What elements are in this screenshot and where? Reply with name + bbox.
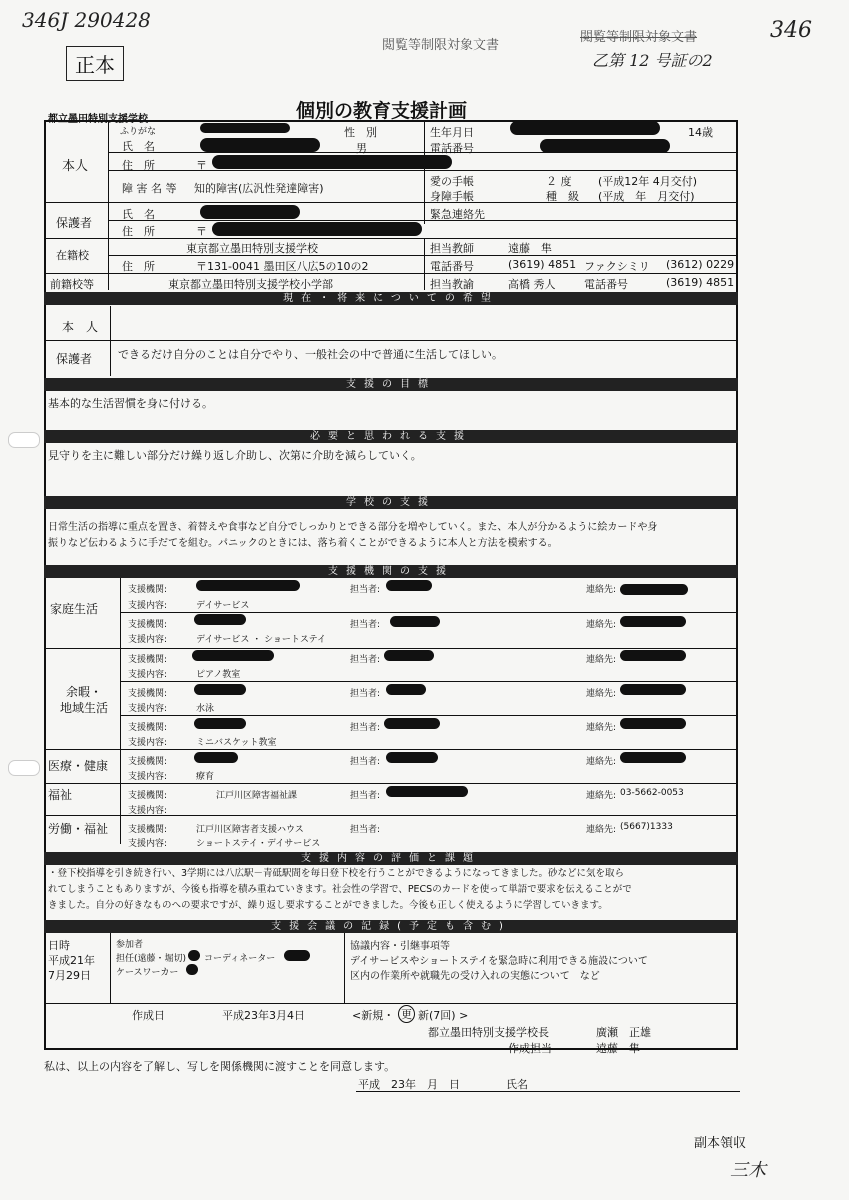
redacted-contact — [620, 684, 686, 695]
furigana-label: ふりがな — [120, 127, 157, 137]
contact-value: (5667)1333 — [620, 822, 673, 832]
needed-support-bar: 必要と思われる支援 — [44, 430, 738, 443]
agency-label: 支援機関: — [128, 825, 168, 835]
shinsho-grade: 種 級 — [546, 190, 579, 203]
redacted-staff — [384, 650, 434, 661]
support-content: 療育 — [196, 772, 215, 782]
redacted-agency — [192, 650, 274, 661]
goals-bar: 支援の目標 — [44, 378, 738, 391]
staff-label: 担当者: — [350, 723, 381, 733]
disability-label: 障 害 名 等 — [122, 182, 177, 195]
creation-mode-prefix: <新規・ — [352, 1009, 395, 1022]
aiteccho-label: 愛の手帳 — [430, 175, 474, 188]
contact-label: 連絡先: — [586, 620, 617, 630]
evaluation-bar: 支援内容の評価と課題 — [44, 852, 738, 865]
agency-label: 支援機関: — [128, 585, 168, 595]
redacted-agency — [194, 718, 246, 729]
content-label: 支援内容: — [128, 806, 168, 816]
staff-label: 担当者: — [350, 825, 381, 835]
meeting-bar: 支援会議の記録(予定も含む) — [44, 920, 738, 933]
fax-label: ファクシミリ — [584, 260, 650, 273]
agency-label: 支援機関: — [128, 723, 168, 733]
restricted-doc-label-struck: 閲覧等制限対象文書 — [580, 30, 698, 45]
support-content: ミニバスケット教室 — [196, 738, 277, 748]
topic-line1: デイサービスやショートステイを緊急時に利用できる施設について — [350, 956, 648, 967]
redacted-person-phone — [540, 139, 670, 153]
punch-hole — [8, 432, 40, 448]
redacted-staff — [384, 718, 440, 729]
created-label: 作成日 — [132, 1009, 165, 1022]
meeting-date-day: 7月29日 — [48, 969, 91, 982]
consent-text: 私は、以上の内容を了解し、写しを関係機関に渡すことを同意します。 — [44, 1060, 396, 1073]
contact-label: 連絡先: — [586, 723, 617, 733]
evaluation-line3: きました。自分の好きなものへの要求ですが、繰り返し要求することができました。今後も正しく使えるように学習していきます。 — [48, 900, 608, 911]
previous-phone-label: 電話番号 — [584, 278, 628, 291]
content-label: 支援内容: — [128, 635, 168, 645]
content-label: 支援内容: — [128, 839, 168, 849]
gender-value: 男 — [356, 142, 367, 155]
school-support-line1: 日常生活の指導に重点を置き、着替えや食事など自分でしっかりとできる部分を増やしていく。また、本人が分かるように絵カードや身 — [48, 522, 658, 533]
author-name: 遠藤 隼 — [596, 1042, 640, 1055]
redacted-agency — [194, 752, 238, 763]
enrolled-address-label: 住 所 — [122, 260, 155, 273]
hopes-guardian-label: 保護者 — [56, 352, 93, 366]
agency-group-label: 家庭生活 — [50, 602, 99, 616]
support-content: ショートステイ・デイサービス — [196, 839, 321, 849]
contact-label: 連絡先: — [586, 689, 617, 699]
agency-group-label: 労働・福祉 — [48, 822, 109, 836]
redacted-agency — [194, 614, 246, 625]
handwritten-case-id: 346J 290428 — [22, 8, 151, 32]
shinsho-label: 身障手帳 — [430, 190, 474, 203]
school-support-line2: 振りなど伝わるように手だてを組む。パニックのときには、落ち着くことができるように本人と方法を模索する。 — [48, 538, 558, 549]
redacted-person-address — [212, 155, 452, 169]
created-date: 平成23年3月4日 — [222, 1009, 305, 1022]
contact-label: 連絡先: — [586, 791, 617, 801]
participant-teacher: 担任(遠藤・堀切) — [116, 954, 187, 964]
original-copy-stamp: 正本 — [66, 46, 124, 81]
person-address-prefix: 〒 — [196, 159, 207, 172]
gender-label: 性 別 — [344, 126, 377, 139]
exhibit-number: 乙第 12 号証の2 — [592, 51, 713, 70]
shinsho-date: (平成 年 月交付) — [598, 190, 695, 203]
hopes-guardian-text: できるだけ自分のことは自分でやり、一般社会の中で普通に生活してほしい。 — [118, 348, 503, 361]
topics-label: 協議内容・引継事項等 — [350, 941, 450, 952]
birth-label: 生年月日 — [430, 126, 474, 139]
principal-label: 都立墨田特別支援学校長 — [428, 1026, 549, 1039]
redacted-person-name — [200, 138, 320, 152]
agency-label: 支援機関: — [128, 757, 168, 767]
receipt-label: 副本領収 — [694, 1136, 747, 1151]
guardian-section-label: 保護者 — [56, 216, 93, 230]
staff-label: 担当者: — [350, 620, 381, 630]
evaluation-line1: ・登下校指導を引き続き行い、3学期には八広駅－青砥駅間を毎日登下校を行うことができるようになってきました。砂などに気を取ら — [48, 868, 625, 879]
contact-label: 連絡先: — [586, 757, 617, 767]
person-phone-label: 電話番号 — [430, 142, 474, 155]
meeting-date-year: 平成21年 — [48, 954, 95, 967]
consent-name-label: 氏名 — [506, 1078, 528, 1091]
enrolled-phone-label: 電話番号 — [430, 260, 474, 273]
guardian-name-label: 氏 名 — [122, 208, 155, 221]
disability-value: 知的障害(広汎性発達障害) — [194, 182, 324, 195]
agencies-bar: 支援機関の支援 — [44, 565, 738, 578]
creation-mode-selected: 更 — [398, 1005, 415, 1023]
agency-group-label: 余暇・ 地域生活 — [59, 685, 108, 715]
author-label: 作成担当 — [508, 1042, 552, 1055]
previous-school: 東京都立墨田特別支援学校小学部 — [168, 278, 333, 291]
meeting-date-label: 日時 — [48, 939, 70, 952]
redacted-birthdate — [510, 121, 660, 135]
agency-group-label: 福祉 — [48, 788, 73, 802]
enrolled-school: 東京都立墨田特別支援学校 — [186, 242, 318, 255]
contact-value: 03-5662-0053 — [620, 788, 684, 798]
contact-label: 連絡先: — [586, 585, 617, 595]
school-name-header: 都立墨田特別支援学校 — [48, 114, 148, 125]
support-content: デイサービス ・ ショートステイ — [196, 635, 327, 645]
previous-phone: (3619) 4851 — [666, 276, 735, 289]
enrolled-phone: (3619) 4851 — [508, 258, 577, 271]
goals-text: 基本的な生活習慣を身に付ける。 — [48, 397, 213, 410]
agency-group-label: 医療・健康 — [48, 759, 109, 773]
staff-label: 担当者: — [350, 689, 381, 699]
school-support-bar: 学校の支援 — [44, 496, 738, 509]
receipt-signature: 三木 — [730, 1160, 766, 1181]
redacted-staff — [386, 752, 438, 763]
staff-label: 担当者: — [350, 585, 381, 595]
principal-name: 廣瀬 正雄 — [596, 1026, 651, 1039]
participant-caseworker: ケースワーカー — [116, 968, 179, 978]
support-content: ピアノ教室 — [196, 670, 241, 680]
page-title: 個別の教育支援計画 — [296, 100, 468, 122]
redacted-staff — [386, 684, 426, 695]
hopes-self-label: 本 人 — [62, 320, 99, 334]
redacted-guardian-name — [200, 205, 300, 219]
contact-label: 連絡先: — [586, 655, 617, 665]
support-content: デイサービス — [196, 601, 250, 611]
content-label: 支援内容: — [128, 601, 168, 611]
person-address-label: 住 所 — [122, 159, 155, 172]
page-number: 346 — [770, 18, 812, 43]
staff-label: 担当者: — [350, 655, 381, 665]
enrolled-teacher: 遠藤 隼 — [508, 242, 552, 255]
redacted-contact — [620, 650, 686, 661]
content-label: 支援内容: — [128, 772, 168, 782]
participants-label: 参加者 — [116, 940, 144, 950]
redacted-contact — [620, 616, 686, 627]
participant-coordinator: コーディネーター — [204, 954, 276, 964]
redacted-contact — [620, 584, 688, 595]
agency-label: 支援機関: — [128, 689, 168, 699]
emergency-label: 緊急連絡先 — [430, 208, 485, 221]
hopes-bar: 現在・将来についての希望 — [44, 292, 738, 305]
needed-support-text: 見守りを主に難しい部分だけ繰り返し介助し、次第に介助を減らしていく。 — [48, 449, 422, 462]
enrolled-section-label: 在籍校 — [56, 249, 89, 262]
guardian-address-prefix: 〒 — [196, 225, 207, 238]
content-label: 支援内容: — [128, 670, 168, 680]
person-name-label: 氏 名 — [122, 140, 155, 153]
enrolled-address: 〒131-0041 墨田区八広5の10の2 — [196, 260, 369, 273]
redacted-agency — [194, 684, 246, 695]
redacted-furigana — [200, 123, 290, 133]
contact-label: 連絡先: — [586, 825, 617, 835]
consent-date: 平成 23年 月 日 — [358, 1078, 460, 1091]
content-label: 支援内容: — [128, 704, 168, 714]
previous-section-label: 前籍校等 — [50, 278, 94, 291]
agency-label: 支援機関: — [128, 620, 168, 630]
fax-value: (3612) 0229 — [666, 258, 735, 271]
enrolled-teacher-label: 担当教師 — [430, 242, 474, 255]
aiteccho-date: (平成12年 4月交付) — [598, 175, 698, 188]
redacted-staff — [390, 616, 440, 627]
redacted-participant — [284, 950, 310, 961]
agency-label: 支援機関: — [128, 791, 168, 801]
redacted-staff — [386, 786, 468, 797]
previous-teacher-label: 担当教諭 — [430, 278, 474, 291]
staff-label: 担当者: — [350, 791, 381, 801]
content-label: 支援内容: — [128, 738, 168, 748]
age-value: 14歳 — [688, 126, 713, 139]
agency-label: 支援機関: — [128, 655, 168, 665]
redacted-contact — [620, 718, 686, 729]
redacted-staff — [386, 580, 432, 591]
creation-mode-suffix: 新(7回) > — [418, 1009, 469, 1022]
redacted-participant — [186, 964, 198, 975]
restricted-doc-label: 閲覧等制限対象文書 — [382, 38, 500, 53]
staff-label: 担当者: — [350, 757, 381, 767]
person-section-label: 本人 — [62, 159, 89, 174]
agency-name: 江戸川区障害福祉課 — [216, 791, 298, 801]
guardian-address-label: 住 所 — [122, 225, 155, 238]
topic-line2: 区内の作業所や就職先の受け入れの実態について など — [350, 971, 600, 982]
previous-teacher: 高橋 秀人 — [508, 278, 556, 291]
redacted-contact — [620, 752, 686, 763]
agency-name: 江戸川区障害者支援ハウス — [196, 825, 304, 835]
redacted-guardian-address — [212, 222, 422, 236]
punch-hole — [8, 760, 40, 776]
support-content: 水泳 — [196, 704, 215, 714]
redacted-agency — [196, 580, 300, 591]
redacted-participant — [188, 950, 200, 961]
aiteccho-grade: ２ 度 — [546, 175, 572, 188]
evaluation-line2: れてしまうこともありますが、今後も指導を積み重ねていきます。社会性の学習で、PECSのカードを使って単語で要求を伝えることがで — [48, 884, 632, 895]
